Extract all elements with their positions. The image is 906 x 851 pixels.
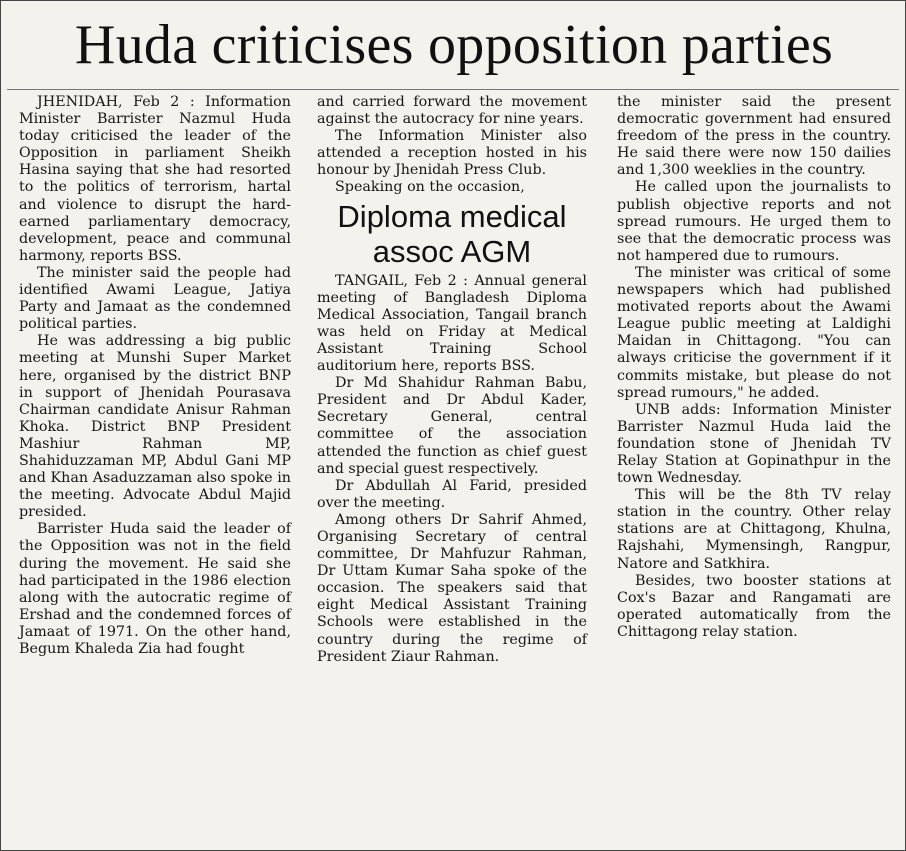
main-story-paragraph: The Information Minister also attended a reception hosted in his honour by Jhenidah Press Club. — [317, 128, 587, 179]
headline-divider — [7, 89, 899, 90]
main-story-paragraph: Barrister Huda said the leader of the Opposition was not in the field during the movement. He said she had participated in the 1986 election along with the autocratic regime of Ershad and the condemned forces of Jamaat of 1971. On the other hand, Begum Khaleda Zia had fought — [19, 521, 291, 657]
main-story-paragraph: the minister said the present democratic government had ensured freedom of the press in the country. He said there were now 150 dailies and 1,300 weeklies in the country. — [617, 94, 891, 179]
column-2 — [317, 94, 587, 666]
main-story-paragraph: UNB adds: Information Minister Barrister Nazmul Huda laid the foundation stone of Jhenidah TV Relay Station at Gopinathpur in the town Wednesday. — [617, 401, 891, 487]
main-story-paragraph: Speaking on the occasion, — [335, 179, 525, 196]
column-3 — [617, 94, 891, 641]
second-story-paragraph: Dr Abdullah Al Farid, presided over the meeting. — [317, 477, 587, 511]
main-story-paragraph: He called upon the journalists to publish objective reports and not spread rumours. He urged them to see that the democratic process was not hampered due to rumours. — [617, 179, 891, 264]
main-story-paragraph: He was addressing a big public meeting at Munshi Super Market here, organised by the district BNP in support of Jhenidah Pourasava Chairman candidate Anisur Rahman Khoka. District BNP President Mashiur Rahman MP, Shahiduzzaman MP, Abdul Gani MP and Khan Asaduzzaman also spoke in the meeting. Advocate Abdul Majid presided. — [19, 333, 291, 521]
main-story-paragraph: JHENIDAH, Feb 2 : Information Minister Barrister Nazmul Huda today criticised the leader of the Opposition in parliament Sheikh Hasina saying that she had resorted to the politics of terrorism, hartal and violence to disrupt the hard-earned parliamentary democracy, development, peace and communal harmony, reports BSS. — [19, 94, 291, 264]
main-story-paragraph: and carried forward the movement against the autocracy for nine years. — [317, 94, 587, 128]
column-1 — [19, 94, 291, 658]
second-story-headline: Diploma medical assoc AGM — [337, 198, 567, 269]
main-story-paragraph: The minister was critical of some newspapers which had published motivated reports about the Awami League public meeting at Laldighi Maidan in Chittagong. "You can always criticise the government if it commits mistake, but please do not spread rumours," he added. — [617, 264, 891, 401]
main-story-paragraph: The minister said the people had identified Awami League, Jatiya Party and Jamaat as the condemned political parties. — [19, 264, 291, 333]
main-story-paragraph: Besides, two booster stations at Cox's Bazar and Rangamati are operated automatically from the Chittagong relay station. — [617, 572, 891, 640]
second-story-paragraph: Among others Dr Sahrif Ahmed, Organising Secretary of central committee, Dr Mahfuzur Rahman, Dr Uttam Kumar Saha spoke of the occasion. The speakers said that eight Medical Assistant Training Schools were established in the country during the regime of President Ziaur Rahman. — [317, 511, 587, 665]
second-story-paragraph: Dr Md Shahidur Rahman Babu, President and Dr Abdul Kader, Secretary General, central committee of the association attended the function as chief guest and special guest respectively. — [317, 375, 587, 477]
main-headline: Huda criticises opposition parties — [74, 14, 834, 76]
main-story-paragraph: This will be the 8th TV relay station in the country. Other relay stations are at Chittagong, Khulna, Rajshahi, Mymensingh, Rangpur, Natore and Satkhira. — [617, 487, 891, 572]
second-story-paragraph: TANGAIL, Feb 2 : Annual general meeting of Bangladesh Diploma Medical Association, Tangail branch was held on Friday at Medical Assistant Training School auditorium here, reports BSS. — [317, 272, 587, 375]
